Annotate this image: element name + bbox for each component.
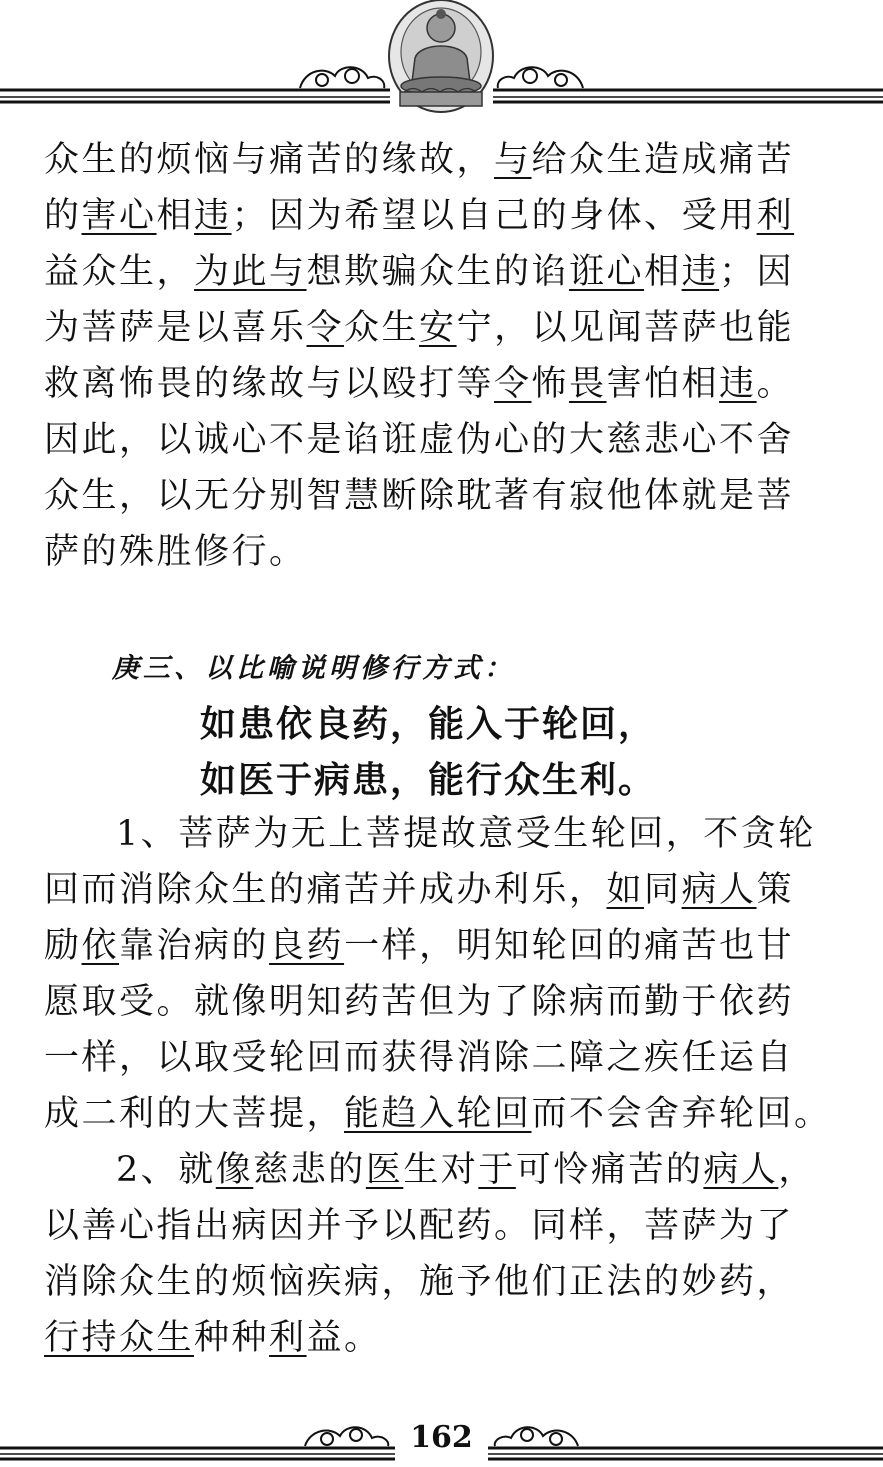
- underlined-term: 医: [365, 1150, 404, 1190]
- text-segment: ；因为希望以自己的身体、受用: [231, 196, 757, 236]
- paragraph-2-line: [44, 974, 864, 1030]
- text-segment: 消除众生的烦恼疾病，施予他们正法的妙药，: [44, 1262, 795, 1302]
- text-segment: 而不会舍弃轮回。: [531, 1094, 832, 1134]
- underlined-term: 令: [306, 308, 345, 348]
- paragraph-2-line: [44, 1254, 864, 1310]
- underlined-term: 违: [719, 364, 757, 404]
- underlined-term: 畏: [569, 364, 607, 404]
- paragraph-1-line: [44, 188, 844, 244]
- text-segment: 害怕相: [606, 364, 720, 404]
- header-ornament: [0, 0, 883, 120]
- text-segment: 想欺骗众生的谄: [306, 252, 570, 292]
- text-segment: 成二利的大菩提，: [44, 1094, 345, 1134]
- cloud-scroll-right-icon: [498, 67, 583, 88]
- text-segment: 宁，以见闻菩萨也能: [456, 308, 795, 348]
- text-segment: 靠治病的: [119, 926, 270, 966]
- underlined-term: 良药: [269, 926, 345, 966]
- underlined-term: 与: [494, 140, 532, 180]
- cloud-scroll-left-icon: [300, 67, 384, 88]
- text-segment: 相: [156, 196, 195, 236]
- text-segment: 众生: [344, 308, 420, 348]
- text-segment: ；因: [719, 252, 795, 292]
- paragraph-1: [44, 132, 844, 580]
- verse-line-1: 如患依良药，能入于轮回，: [200, 704, 657, 745]
- paragraph-1-line: [44, 524, 844, 580]
- paragraph-1-line: [44, 356, 844, 412]
- text-segment: 。: [756, 364, 795, 404]
- text-segment: 益。: [306, 1318, 382, 1358]
- text-segment: 以善心指出病因并予以配药。同样，菩萨为了: [44, 1206, 795, 1246]
- underlined-term: 病人: [703, 1150, 779, 1190]
- text-segment: 救离怖畏的缘故与以殴打等: [44, 364, 495, 404]
- underlined-term: 违: [681, 252, 720, 292]
- underlined-term: 利: [269, 1318, 307, 1358]
- text-segment: 生对: [403, 1150, 479, 1190]
- text-segment: 萨的殊胜修行。: [44, 532, 307, 572]
- text-segment: ，: [778, 1150, 816, 1190]
- underlined-term: 违: [194, 196, 232, 236]
- paragraph-2-line: [44, 1310, 864, 1366]
- verse-line-2: 如医于病患，能行众生利。: [200, 760, 657, 801]
- text-segment: 种种: [194, 1318, 270, 1358]
- paragraph-1-line: [44, 300, 844, 356]
- underlined-term: 像: [215, 1150, 254, 1190]
- underlined-term: 诳心: [569, 252, 645, 292]
- paragraph-2-line: [44, 806, 864, 862]
- text-segment: 1、菩萨为无上菩提故意受生轮回，不贪轮: [116, 814, 816, 854]
- underlined-term: 能趋入轮回: [344, 1094, 532, 1134]
- paragraph-1-line: [44, 468, 844, 524]
- text-segment: 励: [44, 926, 82, 966]
- underlined-term: 令: [494, 364, 532, 404]
- paragraph-2-line: [44, 862, 864, 918]
- text-segment: 的: [44, 196, 82, 236]
- text-segment: 慈悲的: [253, 1150, 366, 1190]
- text-segment: 愿取受。就像明知药苦但为了除病而勤于依药: [44, 982, 795, 1022]
- underlined-term: 害心: [81, 196, 157, 236]
- underlined-term: 行持众生: [44, 1318, 195, 1358]
- underlined-term: 如: [606, 870, 645, 910]
- underlined-term: 依: [81, 926, 120, 966]
- paragraph-2-line: [44, 1198, 864, 1254]
- text-segment: 一样，以取受轮回而获得消除二障之疾任运自: [44, 1038, 795, 1078]
- paragraph-2: [44, 806, 864, 1366]
- text-segment: 同: [644, 870, 682, 910]
- text-segment: 为菩萨是以喜乐: [44, 308, 307, 348]
- text-segment: 众生，以无分别智慧断除耽著有寂他体就是菩: [44, 476, 795, 516]
- text-segment: 益众生，: [44, 252, 195, 292]
- section-heading: 庚三、以比喻说明修行方式：: [112, 653, 515, 684]
- paragraph-2-line: [44, 1086, 864, 1142]
- paragraph-2-line: [44, 1142, 864, 1198]
- paragraph-2-line: [44, 918, 864, 974]
- text-segment: 给众生造成痛苦: [531, 140, 795, 180]
- text-segment: 怖: [531, 364, 570, 404]
- paragraph-1-line: [44, 244, 844, 300]
- paragraph-2-line: [44, 1030, 864, 1086]
- underlined-term: 于: [478, 1150, 516, 1190]
- buddha-emblem-icon: [389, 0, 493, 112]
- page-number: 162: [410, 1420, 473, 1455]
- text-segment: 回而消除众生的痛苦并成办利乐，: [44, 870, 607, 910]
- text-segment: 2、就: [116, 1150, 216, 1190]
- underlined-term: 病人: [681, 870, 757, 910]
- underlined-term: 为此与: [194, 252, 307, 292]
- paragraph-1-line: [44, 132, 844, 188]
- text-segment: 众生的烦恼与痛苦的缘故，: [44, 140, 495, 180]
- text-segment: 相: [644, 252, 682, 292]
- paragraph-1-line: [44, 412, 844, 468]
- text-segment: 一样，明知轮回的痛苦也甘: [344, 926, 795, 966]
- underlined-term: 安: [419, 308, 457, 348]
- text-segment: 策: [756, 870, 795, 910]
- text-segment: 因此，以诚心不是谄诳虚伪心的大慈悲心不舍: [44, 420, 795, 460]
- text-segment: 可怜痛苦的: [515, 1150, 704, 1190]
- underlined-term: 利: [756, 196, 795, 236]
